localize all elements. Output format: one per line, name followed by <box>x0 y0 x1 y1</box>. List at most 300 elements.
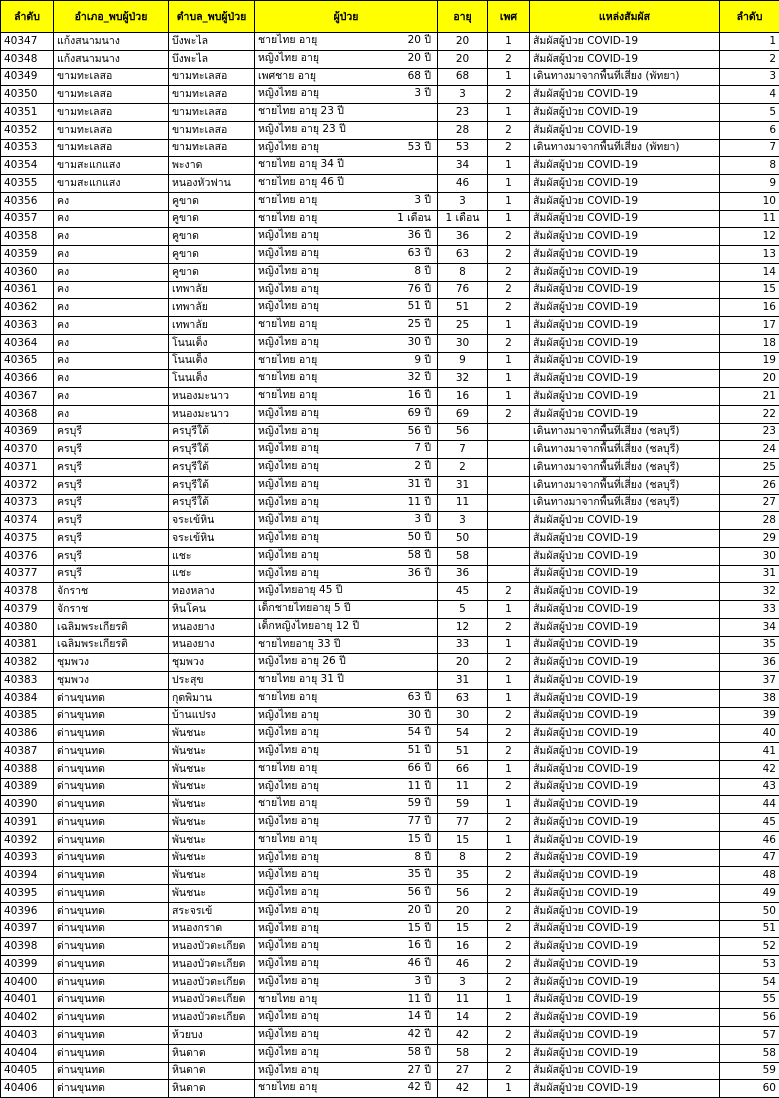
cell-patient <box>255 86 438 104</box>
cell-sex <box>488 423 530 441</box>
cell-sex: 1 <box>488 192 530 210</box>
cell-sex: 2 <box>488 920 530 938</box>
cell-order: 39 <box>720 707 779 725</box>
cell-order: 27 <box>720 494 779 512</box>
patient-desc: หญิงไทย อายุ <box>258 708 319 723</box>
cell-tambon: พะงาด <box>169 157 255 175</box>
col-header-patient: ผู้ป่วย <box>255 1 438 33</box>
cell-amphoe: ด่านขุนทด <box>54 778 169 796</box>
cell-sex: 2 <box>488 1044 530 1062</box>
cell-source: เดินทางมาจากพื้นที่เสี่ยง (ชลบุรี) <box>530 423 720 441</box>
patient-desc: ชายไทย อายุ <box>258 832 317 847</box>
patient-age-text: 63 ปี <box>408 246 431 261</box>
cell-amphoe: ขามทะเลสอ <box>54 121 169 139</box>
cell-id: 40377 <box>1 565 54 583</box>
patient-age-text: 35 ปี <box>408 867 431 882</box>
cell-sex: 2 <box>488 849 530 867</box>
cell-order: 41 <box>720 743 779 761</box>
patient-desc: หญิงไทย อายุ <box>258 974 319 989</box>
cell-sex: 2 <box>488 139 530 157</box>
cell-patient <box>255 317 438 335</box>
cell-order: 31 <box>720 565 779 583</box>
cell-id: 40350 <box>1 86 54 104</box>
table-row <box>1 263 779 281</box>
cell-sex: 2 <box>488 814 530 832</box>
cell-age: 56 <box>438 885 488 903</box>
cell-sex: 2 <box>488 1027 530 1045</box>
cell-patient <box>255 618 438 636</box>
patient-desc: หญิงไทย อายุ <box>258 743 319 758</box>
cell-age: 7 <box>438 441 488 459</box>
cell-amphoe: ขามสะแกแสง <box>54 175 169 193</box>
cell-id: 40356 <box>1 192 54 210</box>
cell-id: 40369 <box>1 423 54 441</box>
cell-sex: 2 <box>488 938 530 956</box>
cell-sex: 2 <box>488 50 530 68</box>
cell-sex: 2 <box>488 707 530 725</box>
patient-age-text: 7 ปี <box>414 441 431 456</box>
cell-sex: 2 <box>488 334 530 352</box>
cell-tambon: หนองบัวตะเกียด <box>169 973 255 991</box>
cell-source: สัมผัสผู้ป่วย COVID-19 <box>530 370 720 388</box>
cell-id: 40360 <box>1 263 54 281</box>
cell-tambon: เทพาลัย <box>169 317 255 335</box>
cell-patient <box>255 743 438 761</box>
patient-age-text: 20 ปี <box>408 51 431 66</box>
cell-patient <box>255 583 438 601</box>
cell-age: 66 <box>438 760 488 778</box>
cell-id: 40365 <box>1 352 54 370</box>
cell-tambon: พันชนะ <box>169 725 255 743</box>
table-row <box>1 601 779 619</box>
cell-id: 40372 <box>1 476 54 494</box>
cell-patient <box>255 494 438 512</box>
patient-age-text: 1 เดือน <box>397 211 431 226</box>
cell-age: 31 <box>438 672 488 690</box>
patient-desc: ชายไทย อายุ <box>258 211 317 226</box>
table-row <box>1 175 779 193</box>
cell-sex: 2 <box>488 1062 530 1080</box>
cell-tambon: หินดาด <box>169 1080 255 1098</box>
cell-amphoe: คง <box>54 299 169 317</box>
patient-desc: หญิงไทย อายุ <box>258 956 319 971</box>
cell-patient <box>255 778 438 796</box>
patient-age-text: 8 ปี <box>414 850 431 865</box>
cell-id: 40378 <box>1 583 54 601</box>
table-row <box>1 849 779 867</box>
cell-amphoe: คง <box>54 388 169 406</box>
cell-age: 33 <box>438 636 488 654</box>
cell-age: 16 <box>438 388 488 406</box>
cell-amphoe: ด่านขุนทด <box>54 796 169 814</box>
cell-patient <box>255 512 438 530</box>
cell-id: 40367 <box>1 388 54 406</box>
cell-id: 40391 <box>1 814 54 832</box>
cell-amphoe: ด่านขุนทด <box>54 743 169 761</box>
cell-amphoe: คง <box>54 192 169 210</box>
cell-patient <box>255 956 438 974</box>
cell-tambon: โนนเต็ง <box>169 334 255 352</box>
cell-sex: 1 <box>488 601 530 619</box>
cell-order: 3 <box>720 68 779 86</box>
cell-age: 42 <box>438 1027 488 1045</box>
patient-age-text: 14 ปี <box>408 1009 431 1024</box>
table-row <box>1 654 779 672</box>
cell-sex: 2 <box>488 778 530 796</box>
cell-sex: 2 <box>488 867 530 885</box>
cell-tambon: ขามทะเลสอ <box>169 104 255 122</box>
cell-source: สัมผัสผู้ป่วย COVID-19 <box>530 565 720 583</box>
cell-source: สัมผัสผู้ป่วย COVID-19 <box>530 352 720 370</box>
cell-amphoe: ด่านขุนทด <box>54 956 169 974</box>
table-row <box>1 760 779 778</box>
cell-tambon: หนองบัวตะเกียด <box>169 1009 255 1027</box>
cell-order: 10 <box>720 192 779 210</box>
cell-source: สัมผัสผู้ป่วย COVID-19 <box>530 973 720 991</box>
cell-patient <box>255 157 438 175</box>
cell-source: สัมผัสผู้ป่วย COVID-19 <box>530 636 720 654</box>
cell-amphoe: แก้งสนามนาง <box>54 33 169 51</box>
patient-desc: เด็กชายไทยอายุ 5 ปี <box>258 601 351 616</box>
col-header-amphoe: อำเภอ_พบผู้ป่วย <box>54 1 169 33</box>
col-header-id: ลำดับ <box>1 1 54 33</box>
table-row <box>1 476 779 494</box>
cell-amphoe: ชุมพวง <box>54 672 169 690</box>
header-row <box>1 1 779 33</box>
col-header-age: อายุ <box>438 1 488 33</box>
patient-desc: ชายไทย อายุ <box>258 992 317 1007</box>
cell-id: 40361 <box>1 281 54 299</box>
cell-sex: 1 <box>488 175 530 193</box>
cell-patient <box>255 192 438 210</box>
cell-patient <box>255 636 438 654</box>
cell-source: สัมผัสผู้ป่วย COVID-19 <box>530 583 720 601</box>
cell-age: 35 <box>438 867 488 885</box>
cell-id: 40380 <box>1 618 54 636</box>
cell-order: 60 <box>720 1080 779 1098</box>
cell-order: 34 <box>720 618 779 636</box>
patient-desc: หญิงไทย อายุ 26 ปี <box>258 654 346 669</box>
cell-tambon: ขามทะเลสอ <box>169 139 255 157</box>
cell-order: 33 <box>720 601 779 619</box>
cell-order: 49 <box>720 885 779 903</box>
cell-sex: 2 <box>488 228 530 246</box>
cell-amphoe: ด่านขุนทด <box>54 920 169 938</box>
cell-sex: 1 <box>488 68 530 86</box>
cell-id: 40374 <box>1 512 54 530</box>
table-row <box>1 423 779 441</box>
cell-age: 1 เดือน <box>438 210 488 228</box>
cell-order: 55 <box>720 991 779 1009</box>
cell-patient <box>255 689 438 707</box>
cell-patient <box>255 263 438 281</box>
cell-id: 40383 <box>1 672 54 690</box>
patient-desc: หญิงไทย อายุ <box>258 885 319 900</box>
patient-age-text: 68 ปี <box>408 69 431 84</box>
table-row <box>1 441 779 459</box>
cell-order: 14 <box>720 263 779 281</box>
cell-id: 40370 <box>1 441 54 459</box>
cell-sex: 2 <box>488 725 530 743</box>
cell-sex: 2 <box>488 885 530 903</box>
cell-age: 20 <box>438 33 488 51</box>
cell-id: 40394 <box>1 867 54 885</box>
cell-patient <box>255 33 438 51</box>
cell-id: 40376 <box>1 547 54 565</box>
col-header-source: แหล่งสัมผัส <box>530 1 720 33</box>
cell-tambon: ทองหลาง <box>169 583 255 601</box>
cell-source: สัมผัสผู้ป่วย COVID-19 <box>530 210 720 228</box>
cell-patient <box>255 1027 438 1045</box>
cell-order: 28 <box>720 512 779 530</box>
patient-age-text: 56 ปี <box>408 424 431 439</box>
cell-id: 40382 <box>1 654 54 672</box>
cell-tambon: หนองบัวตะเกียด <box>169 938 255 956</box>
patient-age-text: 3 ปี <box>414 86 431 101</box>
cell-id: 40357 <box>1 210 54 228</box>
cell-tambon: พันชนะ <box>169 743 255 761</box>
col-header-order: ลำดับ <box>720 1 779 33</box>
cell-order: 57 <box>720 1027 779 1045</box>
patient-age-text: 8 ปี <box>414 264 431 279</box>
cell-tambon: ครบุรีใต้ <box>169 476 255 494</box>
cell-amphoe: คง <box>54 228 169 246</box>
table-row <box>1 956 779 974</box>
cell-tambon: คูขาด <box>169 246 255 264</box>
patient-age-text: 69 ปี <box>408 406 431 421</box>
patient-desc: ชายไทย อายุ <box>258 1080 317 1095</box>
cell-tambon: บ้านแปรง <box>169 707 255 725</box>
cell-source: สัมผัสผู้ป่วย COVID-19 <box>530 228 720 246</box>
table-row <box>1 902 779 920</box>
cell-sex: 1 <box>488 1080 530 1098</box>
table-row <box>1 920 779 938</box>
cell-patient <box>255 388 438 406</box>
cell-tambon: พันชนะ <box>169 831 255 849</box>
cell-tambon: พันชนะ <box>169 760 255 778</box>
cell-amphoe: ด่านขุนทด <box>54 1062 169 1080</box>
patient-desc: ชายไทย อายุ 34 ปี <box>258 157 344 172</box>
cell-source: สัมผัสผู้ป่วย COVID-19 <box>530 50 720 68</box>
patient-desc: ชายไทย อายุ <box>258 690 317 705</box>
cell-order: 26 <box>720 476 779 494</box>
cell-patient <box>255 281 438 299</box>
cell-sex <box>488 547 530 565</box>
cell-source: สัมผัสผู้ป่วย COVID-19 <box>530 246 720 264</box>
cell-source: สัมผัสผู้ป่วย COVID-19 <box>530 1044 720 1062</box>
cell-patient <box>255 973 438 991</box>
patient-age-text: 50 ปี <box>408 530 431 545</box>
patient-age-text: 31 ปี <box>408 477 431 492</box>
table-row <box>1 104 779 122</box>
cell-age: 46 <box>438 175 488 193</box>
cell-sex: 2 <box>488 281 530 299</box>
cell-patient <box>255 175 438 193</box>
cell-tambon: หนองยาง <box>169 636 255 654</box>
cell-order: 18 <box>720 334 779 352</box>
patient-age-text: 36 ปี <box>408 228 431 243</box>
cell-age: 14 <box>438 1009 488 1027</box>
patient-age-text: 51 ปี <box>408 299 431 314</box>
cell-age: 36 <box>438 228 488 246</box>
cell-source: สัมผัสผู้ป่วย COVID-19 <box>530 175 720 193</box>
cell-sex: 1 <box>488 370 530 388</box>
cell-patient <box>255 1044 438 1062</box>
cell-sex: 2 <box>488 583 530 601</box>
cell-age: 9 <box>438 352 488 370</box>
cell-id: 40358 <box>1 228 54 246</box>
cell-source: สัมผัสผู้ป่วย COVID-19 <box>530 1009 720 1027</box>
cell-id: 40384 <box>1 689 54 707</box>
cell-source: สัมผัสผู้ป่วย COVID-19 <box>530 654 720 672</box>
patient-desc: หญิงไทย อายุ <box>258 779 319 794</box>
cell-sex: 2 <box>488 86 530 104</box>
cell-id: 40381 <box>1 636 54 654</box>
cell-patient <box>255 654 438 672</box>
cell-patient <box>255 104 438 122</box>
cell-sex: 2 <box>488 956 530 974</box>
patient-desc: ชายไทยอายุ 33 ปี <box>258 637 341 652</box>
cell-age: 69 <box>438 405 488 423</box>
cell-patient <box>255 441 438 459</box>
cell-age: 50 <box>438 530 488 548</box>
cell-source: สัมผัสผู้ป่วย COVID-19 <box>530 1062 720 1080</box>
cell-sex: 1 <box>488 796 530 814</box>
cell-id: 40388 <box>1 760 54 778</box>
patient-desc: หญิงไทย อายุ <box>258 424 319 439</box>
patient-desc: หญิงไทย อายุ <box>258 1009 319 1024</box>
table-row <box>1 317 779 335</box>
cell-amphoe: ด่านขุนทด <box>54 938 169 956</box>
patient-age-text: 58 ปี <box>408 548 431 563</box>
cell-amphoe: เฉลิมพระเกียรติ <box>54 636 169 654</box>
cell-order: 15 <box>720 281 779 299</box>
patient-age-text: 27 ปี <box>408 1063 431 1078</box>
cell-age: 36 <box>438 565 488 583</box>
cell-source: สัมผัสผู้ป่วย COVID-19 <box>530 796 720 814</box>
cell-patient <box>255 547 438 565</box>
table-row <box>1 547 779 565</box>
cell-age: 34 <box>438 157 488 175</box>
cell-patient <box>255 938 438 956</box>
cell-source: สัมผัสผู้ป่วย COVID-19 <box>530 831 720 849</box>
patient-desc: หญิงไทย อายุ <box>258 530 319 545</box>
cell-amphoe: คง <box>54 370 169 388</box>
cell-amphoe: เฉลิมพระเกียรติ <box>54 618 169 636</box>
cell-source: เดินทางมาจากพื้นที่เสี่ยง (ชลบุรี) <box>530 476 720 494</box>
cell-sex: 1 <box>488 104 530 122</box>
patient-age-text: 16 ปี <box>408 388 431 403</box>
table-row <box>1 636 779 654</box>
cell-age: 20 <box>438 50 488 68</box>
patient-age-text: 58 ปี <box>408 1045 431 1060</box>
patient-desc: ชายไทย อายุ <box>258 317 317 332</box>
cell-source: เดินทางมาจากพื้นที่เสี่ยง (ชลบุรี) <box>530 441 720 459</box>
cell-order: 35 <box>720 636 779 654</box>
cell-id: 40395 <box>1 885 54 903</box>
cell-sex: 1 <box>488 317 530 335</box>
cell-order: 54 <box>720 973 779 991</box>
cell-age: 30 <box>438 334 488 352</box>
cell-age: 77 <box>438 814 488 832</box>
cell-source: สัมผัสผู้ป่วย COVID-19 <box>530 86 720 104</box>
cell-source: สัมผัสผู้ป่วย COVID-19 <box>530 867 720 885</box>
cell-source: สัมผัสผู้ป่วย COVID-19 <box>530 192 720 210</box>
cell-id: 40396 <box>1 902 54 920</box>
cell-id: 40399 <box>1 956 54 974</box>
table-row <box>1 121 779 139</box>
cell-id: 40368 <box>1 405 54 423</box>
cell-tambon: คูขาด <box>169 210 255 228</box>
cell-sex: 2 <box>488 618 530 636</box>
table-row <box>1 885 779 903</box>
cell-amphoe: ครบุรี <box>54 494 169 512</box>
patient-age-text: 11 ปี <box>408 779 431 794</box>
table-row <box>1 388 779 406</box>
cell-id: 40392 <box>1 831 54 849</box>
cell-amphoe: คง <box>54 334 169 352</box>
cell-patient <box>255 725 438 743</box>
patient-age-text: 63 ปี <box>408 690 431 705</box>
patient-desc: ชายไทย อายุ <box>258 353 317 368</box>
patient-desc: หญิงไทย อายุ 23 ปี <box>258 122 346 137</box>
table-row <box>1 796 779 814</box>
cell-order: 22 <box>720 405 779 423</box>
cell-age: 31 <box>438 476 488 494</box>
cell-order: 13 <box>720 246 779 264</box>
cell-id: 40366 <box>1 370 54 388</box>
cell-amphoe: ด่านขุนทด <box>54 1027 169 1045</box>
cell-patient <box>255 902 438 920</box>
cell-source: สัมผัสผู้ป่วย COVID-19 <box>530 743 720 761</box>
cell-tambon: พันชนะ <box>169 796 255 814</box>
cell-amphoe: ด่านขุนทด <box>54 689 169 707</box>
cell-age: 5 <box>438 601 488 619</box>
cell-source: สัมผัสผู้ป่วย COVID-19 <box>530 938 720 956</box>
cell-source: สัมผัสผู้ป่วย COVID-19 <box>530 1080 720 1098</box>
cell-age: 15 <box>438 920 488 938</box>
cell-tambon: ขามทะเลสอ <box>169 86 255 104</box>
cell-source: สัมผัสผู้ป่วย COVID-19 <box>530 814 720 832</box>
cell-age: 27 <box>438 1062 488 1080</box>
cell-sex: 2 <box>488 902 530 920</box>
patient-desc: หญิงไทย อายุ <box>258 477 319 492</box>
cell-amphoe: แก้งสนามนาง <box>54 50 169 68</box>
cell-order: 32 <box>720 583 779 601</box>
cell-amphoe: ขามทะเลสอ <box>54 104 169 122</box>
cell-age: 42 <box>438 1080 488 1098</box>
cell-amphoe: ครบุรี <box>54 423 169 441</box>
table-row <box>1 672 779 690</box>
patient-desc: หญิงไทย อายุ <box>258 86 319 101</box>
cell-age: 45 <box>438 583 488 601</box>
patient-age-text: 20 ปี <box>408 903 431 918</box>
patient-desc: หญิงไทย อายุ <box>258 725 319 740</box>
cell-age: 11 <box>438 991 488 1009</box>
cell-sex: 1 <box>488 831 530 849</box>
cell-source: สัมผัสผู้ป่วย COVID-19 <box>530 689 720 707</box>
cell-patient <box>255 672 438 690</box>
cell-patient <box>255 814 438 832</box>
patient-desc: เพศชาย อายุ <box>258 69 316 84</box>
table-row <box>1 814 779 832</box>
patient-desc: หญิงไทย อายุ <box>258 548 319 563</box>
cell-source: สัมผัสผู้ป่วย COVID-19 <box>530 33 720 51</box>
cell-sex: 1 <box>488 636 530 654</box>
cell-id: 40347 <box>1 33 54 51</box>
patient-desc: หญิงไทย อายุ <box>258 228 319 243</box>
patient-age-text: 11 ปี <box>408 992 431 1007</box>
